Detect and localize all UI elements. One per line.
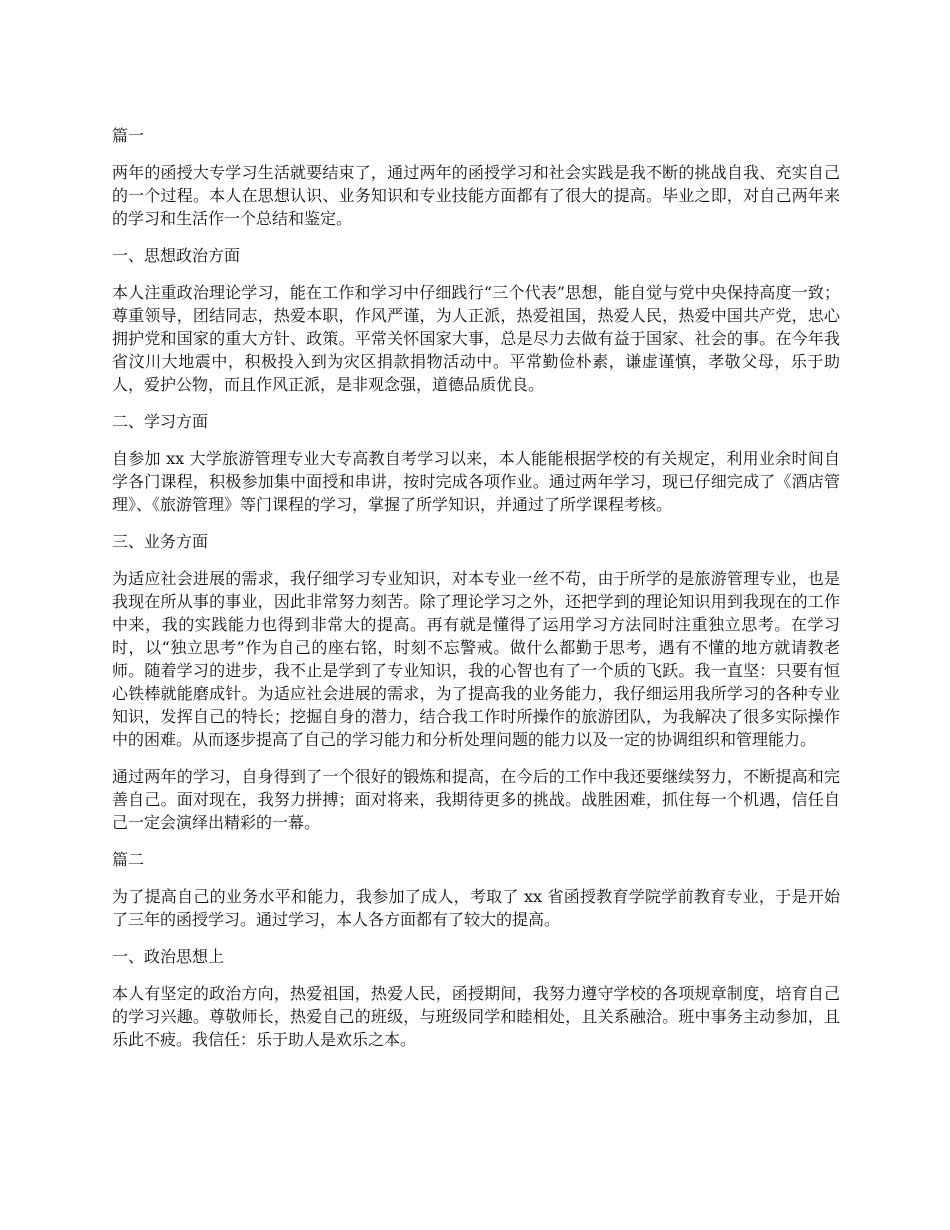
- document-body: [112, 124, 840, 1065]
- political-thought-paragraph: 本人有坚定的政治方向，热爱祖国，热爱人民，函授期间，我努力遵守学校的各项规章制度，培育自己的学习兴趣。尊敬师长，热爱自己的班级，与班级同学和睦相处，且关系融洽。班中事务主动参加，且乐此不疲。我信任：乐于助人是欢乐之本。: [112, 984, 840, 1049]
- conclusion-paragraph: 通过两年的学习，自身得到了一个很好的锻炼和提高，在今后的工作中我还要继续努力，不断提高和完善自己。面对现在，我努力拼搏；面对将来，我期待更多的挑战。战胜困难，抓住每一个机遇，信任自己一定会演绎出精彩的一幕。: [112, 767, 840, 832]
- second-intro-paragraph: 为了提高自己的业务水平和能力，我参加了成人，考取了 xx 省函授教育学院学前教育专业，于是开始了三年的函授学习。通过学习，本人各方面都有了较大的提高。: [112, 887, 840, 929]
- heading-political-thought: 一、政治思想上: [112, 947, 225, 966]
- business-paragraph: 为适应社会进展的需求，我仔细学习专业知识，对本专业一丝不苟，由于所学的是旅游管理专业，也是我现在所从事的事业，因此非常努力刻苦。除了理论学习之外，还把学到的理论知识用到我现在的工作中来，我的实践能力也得到非常大的提高。再有就是懂得了运用学习方法同时注重独立思考。在学习时，以“独立思考”作为自己的座右铭，时刻不忘警戒。做什么都勤于思考，遇有不懂的地方就请教老师。随着学习的进步，我不止是学到了专业知识，我的心智也有了一个质的飞跃。我一直坚：只要有恒心铁棒就能磨成针。为适应社会进展的需求，为了提高我的业务能力，我仔细运用我所学习的各种专业知识，发挥自己的特长；挖掘自身的潜力，结合我工作时所操作的旅游团队，为我解决了很多实际操作中的困难。从而逐步提高了自己的学习能力和分析处理问题的能力以及一定的协调组织和管理能力。: [112, 569, 840, 749]
- study-paragraph: 自参加 xx 大学旅游管理专业大专高教自考学习以来，本人能能根据学校的有关规定，利用业余时间自学各门课程，积极参加集中面授和串讲，按时完成各项作业。通过两年学习，现已仔细完成了《酒店管理》、《旅游管理》等门课程的学习，掌握了所学知识，并通过了所学课程考核。: [112, 449, 840, 514]
- intro-paragraph: 两年的函授大专学习生活就要结束了，通过两年的函授学习和社会实践是我不断的挑战自我、充实自己的一个过程。本人在思想认识、业务知识和专业技能方面都有了很大的提高。毕业之即，对自己两年来的学习和生活作一个总结和鉴定。: [112, 163, 840, 228]
- heading-study: 二、学习方面: [112, 412, 209, 431]
- section-title-pian-er: 篇二: [112, 850, 145, 869]
- heading-ideology-politics: 一、思想政治方面: [112, 246, 241, 265]
- ideology-paragraph: 本人注重政治理论学习，能在工作和学习中仔细践行“三个代表”思想，能自觉与党中央保持高度一致；尊重领导，团结同志，热爱本职，作风严谨，为人正派，热爱祖国，热爱人民，热爱中国共产党，忠心拥护党和国家的重大方针、政策。平常关怀国家大事，总是尽力去做有益于国家、社会的事。在今年我省汶川大地震中，积极投入到为灾区捐款捐物活动中。平常勤俭朴素，谦虚谨慎，孝敬父母，乐于助人，爱护公物，而且作风正派，是非观念强，道德品质优良。: [112, 283, 840, 394]
- heading-business: 三、业务方面: [112, 532, 209, 551]
- section-title-pian-yi: 篇一: [112, 126, 145, 145]
